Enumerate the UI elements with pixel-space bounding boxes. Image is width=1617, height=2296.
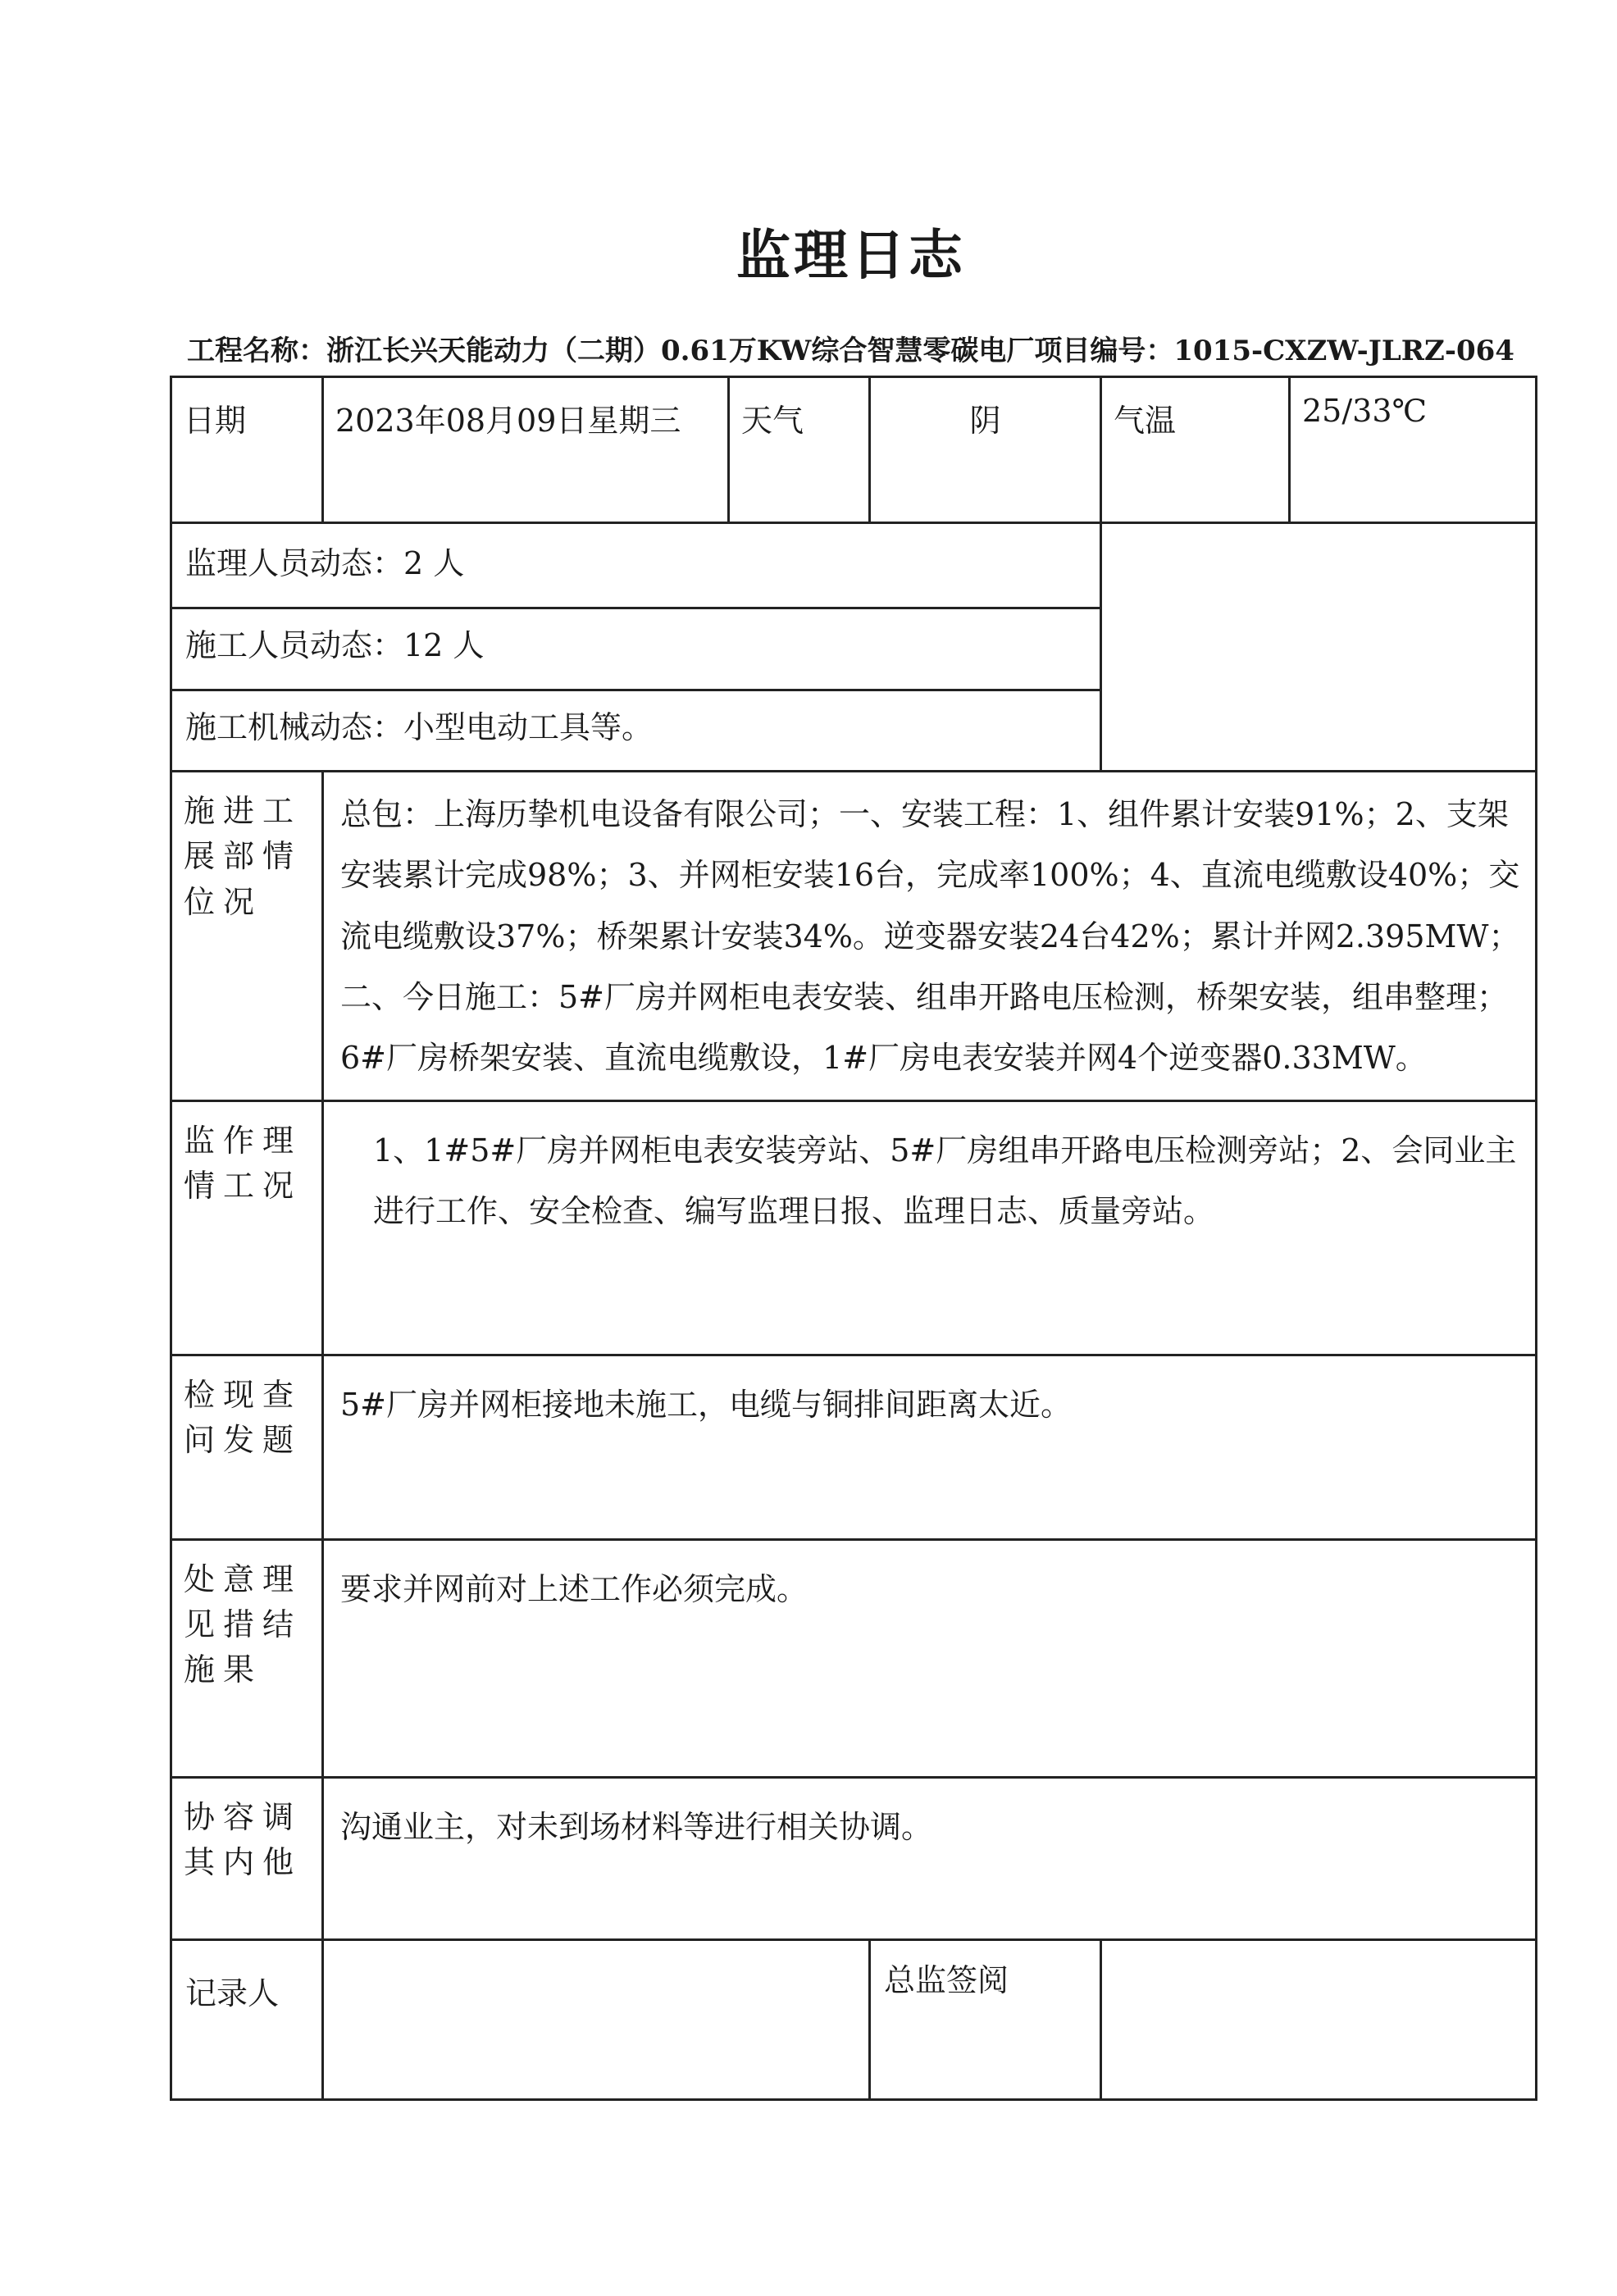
weather-value: 阴	[969, 403, 1001, 439]
measures-text-cell	[323, 1539, 1537, 1777]
machinery-text: 施工机械动态：小型电动工具等。	[185, 708, 654, 745]
header-row	[171, 377, 1537, 523]
date-value: 2023年08月09日星期三	[335, 403, 681, 439]
page-title: 监理日志	[736, 223, 966, 287]
issues-row	[171, 1355, 1537, 1539]
recorder-label-cell	[171, 1939, 323, 2099]
measures-text: 要求并网前对上述工作必须完成。	[340, 1570, 808, 1607]
staff-row-supervisors	[171, 523, 1537, 608]
measures-label-cell	[171, 1539, 323, 1777]
chief-value-cell	[1101, 1939, 1537, 2099]
issues-text: 5#厂房并网柜接地未施工，电缆与铜排间距离太近。	[340, 1386, 1073, 1423]
weather-value-cell	[870, 377, 1101, 523]
recorder-value-cell	[323, 1939, 870, 2099]
project-number-label: 项目编号：	[1034, 335, 1174, 367]
chief-label-cell	[870, 1939, 1101, 2099]
coordination-text-cell	[323, 1777, 1537, 1939]
measures-label: 处意理见措结施果	[184, 1560, 303, 1688]
coordination-row	[171, 1777, 1537, 1939]
weather-label-cell	[729, 377, 870, 523]
supervision-text-cell	[323, 1100, 1537, 1355]
measures-row	[171, 1539, 1537, 1777]
supervision-label: 监作理情工况	[184, 1122, 303, 1204]
staff-blank-cell	[1101, 523, 1537, 772]
supervision-log-table	[170, 376, 1537, 2101]
coordination-label-cell	[171, 1777, 323, 1939]
recorder-label: 记录人	[185, 1975, 280, 2011]
chief-label: 总监签阅	[884, 1961, 1009, 1998]
machinery-cell	[171, 690, 1101, 772]
supervision-label-cell	[171, 1100, 323, 1355]
footer-row	[171, 1939, 1537, 2099]
issues-text-cell	[323, 1355, 1537, 1539]
supervisors-cell	[171, 523, 1101, 608]
progress-text-cell	[323, 772, 1537, 1100]
project-name: 浙江长兴天能动力（二期）0.61万KW综合智慧零碳电厂	[326, 335, 1035, 367]
project-line	[187, 328, 1515, 368]
date-label-cell	[171, 377, 323, 523]
progress-label: 施进工展部情位况	[184, 793, 303, 920]
chief-value	[1102, 1941, 1535, 1977]
supervision-row	[171, 1100, 1537, 1355]
supervisors-text: 监理人员动态：2 人	[185, 545, 465, 581]
workers-text: 施工人员动态：12 人	[185, 626, 485, 663]
supervision-text: 1、1#5#厂房并网柜电表安装旁站、5#厂房组串开路电压检测旁站；2、会同业主进行工作、安全检查、编写监理日报、监理日志、质量旁站。	[373, 1132, 1517, 1229]
date-label: 日期	[184, 403, 247, 439]
progress-row	[171, 772, 1537, 1100]
recorder-value	[324, 1941, 868, 1977]
coordination-text: 沟通业主，对未到场材料等进行相关协调。	[340, 1808, 933, 1845]
temp-value-cell	[1290, 377, 1537, 523]
issues-label: 检现查问发题	[184, 1376, 303, 1458]
weather-label: 天气	[741, 403, 804, 439]
temp-label: 气温	[1114, 403, 1177, 439]
workers-cell	[171, 608, 1101, 690]
progress-label-cell	[171, 772, 323, 1100]
temp-label-cell	[1101, 377, 1290, 523]
date-value-cell	[323, 377, 729, 523]
progress-text: 总包：上海历挚机电设备有限公司；一、安装工程：1、组件累计安装91%；2、支架安装累计完成98%；3、并网柜安装16台，完成率100%；4、直流电缆敷设40%；交流电缆敷设37%；桥架累计安装34%。逆变器安装24台42%；累计并网2.395MW；二、今日施工：5#厂房并网柜电表安装、组串开路电压检测，桥架安装，组串整理；6#厂房桥架安装、直流电缆敷设，1#厂房电表安装并网4个逆变器0.33MW。	[340, 796, 1520, 1076]
temp-value: 25/33℃	[1302, 393, 1428, 429]
coordination-label: 协容调其内他	[184, 1798, 303, 1880]
project-name-label: 工程名称：	[187, 335, 326, 367]
project-number: 1015-CXZW-JLRZ-064	[1173, 335, 1515, 367]
issues-label-cell	[171, 1355, 323, 1539]
